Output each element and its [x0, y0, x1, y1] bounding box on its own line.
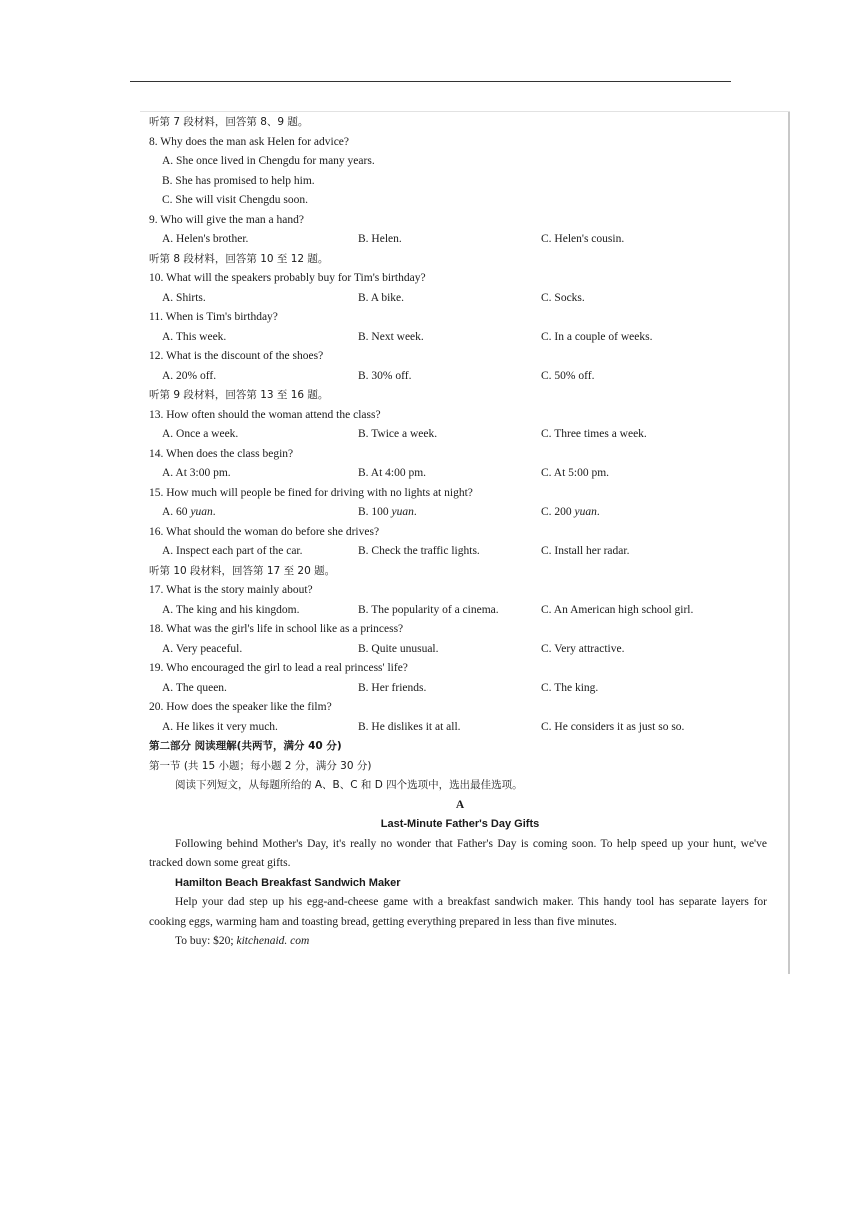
section-9-header: 听第 9 段材料，回答第 13 至 16 题。	[149, 389, 329, 401]
question-15-option-b: B. 100 yuan.	[358, 506, 417, 518]
question-13-stem: 13. How often should the woman attend the class?	[149, 408, 381, 421]
question-8-option-a: A. She once lived in Chengdu for many years.	[162, 155, 375, 167]
question-16-option-a: A. Inspect each part of the car.	[162, 545, 303, 557]
question-10-option-c: C. Socks.	[541, 291, 585, 304]
question-18-option-a: A. Very peaceful.	[162, 642, 243, 655]
question-13-option-a: A. Once a week.	[162, 428, 239, 440]
question-12-options	[149, 367, 771, 387]
question-15-stem: 15. How much will people be fined for driving with no lights at night?	[149, 486, 473, 499]
question-18-stem: 18. What was the girl's life in school like as a princess?	[149, 623, 404, 635]
header-rule	[130, 81, 731, 82]
section-8-header: 听第 8 段材料，回答第 10 至 12 题。	[149, 252, 329, 265]
question-14-option-c: C. At 5:00 pm.	[541, 467, 610, 479]
question-14-option-a: A. At 3:00 pm.	[162, 467, 231, 479]
question-20-option-a: A. He likes it very much.	[162, 720, 278, 733]
question-20-option-c: C. He considers it as just so so.	[541, 720, 685, 733]
item-1-name: Hamilton Beach Breakfast Sandwich Maker	[175, 876, 401, 889]
question-12-option-a: A. 20% off.	[162, 369, 217, 382]
question-20-option-b: B. He dislikes it at all.	[358, 720, 461, 733]
section-1-title: 第一节 (共 15 小题；每小题 2 分，满分 30 分)	[149, 759, 372, 772]
question-17-stem: 17. What is the story mainly about?	[149, 584, 313, 596]
question-11-option-c: C. In a couple of weeks.	[541, 330, 653, 343]
question-19-option-c: C. The king.	[541, 681, 599, 694]
question-16-options	[149, 542, 771, 562]
question-12-option-b: B. 30% off.	[358, 369, 412, 382]
question-16-stem: 16. What should the woman do before she drives?	[149, 525, 380, 538]
question-11-option-a: A. This week.	[162, 330, 227, 343]
scan-edge-top	[140, 111, 790, 112]
question-18-option-b: B. Quite unusual.	[358, 642, 439, 655]
question-14-options	[149, 464, 771, 484]
question-19-option-a: A. The queen.	[162, 681, 227, 694]
question-11-options	[149, 328, 771, 348]
question-10-option-b: B. A bike.	[358, 291, 405, 304]
question-16-option-c: C. Install her radar.	[541, 545, 630, 557]
question-19-option-b: B. Her friends.	[358, 681, 427, 694]
question-10-option-a: A. Shirts.	[162, 291, 206, 304]
question-17-option-c: C. An American high school girl.	[541, 603, 694, 616]
question-12-option-c: C. 50% off.	[541, 369, 595, 382]
question-9-stem: 9. Who will give the man a hand?	[149, 213, 304, 226]
question-19-stem: 19. Who encouraged the girl to lead a real princess' life?	[149, 662, 408, 674]
question-11-option-b: B. Next week.	[358, 330, 424, 343]
question-8-stem: 8. Why does the man ask Helen for advice?	[149, 135, 350, 148]
reading-instruction: 阅读下列短文，从每题所给的 A、B、C 和 D 四个选项中，选出最佳选项。	[175, 779, 523, 791]
question-10-options	[149, 289, 771, 309]
question-17-option-b: B. The popularity of a cinema.	[358, 603, 499, 616]
scan-edge-right	[788, 112, 790, 974]
question-13-option-c: C. Three times a week.	[541, 428, 647, 440]
section-7-header: 听第 7 段材料，回答第 8、9 题。	[149, 116, 309, 128]
question-8-option-c: C. She will visit Chengdu soon.	[162, 194, 308, 206]
question-9-option-c: C. Helen's cousin.	[541, 233, 625, 245]
question-18-options	[149, 640, 771, 660]
intro-paragraph: Following behind Mother's Day, it's really no wonder that Father's Day is coming soon. To help speed up your hunt, we've tracked down some great gifts.	[149, 837, 767, 869]
exam-page	[149, 113, 771, 952]
question-9-options	[149, 230, 771, 250]
question-9-option-b: B. Helen.	[358, 233, 402, 245]
question-14-option-b: B. At 4:00 pm.	[358, 467, 427, 479]
question-18-option-c: C. Very attractive.	[541, 642, 625, 655]
question-15-options	[149, 503, 771, 523]
passage-title: Last-Minute Father's Day Gifts	[380, 818, 540, 830]
question-16-option-b: B. Check the traffic lights.	[358, 545, 480, 557]
question-14-stem: 14. When does the class begin?	[149, 447, 294, 460]
question-8-option-b: B. She has promised to help him.	[162, 174, 315, 187]
question-20-options	[149, 718, 771, 738]
section-10-header: 听第 10 段材料，回答第 17 至 20 题。	[149, 564, 336, 577]
question-17-options	[149, 601, 771, 621]
question-9-option-a: A. Helen's brother.	[162, 233, 249, 245]
passage-letter: A	[455, 798, 465, 811]
question-13-options	[149, 425, 771, 445]
question-13-option-b: B. Twice a week.	[358, 428, 438, 440]
item-1-buy-line: To buy: $20; kitchenaid. com	[175, 935, 310, 947]
part-2-title: 第二部分 阅读理解(共两节，满分 40 分)	[149, 740, 342, 752]
question-10-stem: 10. What will the speakers probably buy for Tim's birthday?	[149, 272, 426, 284]
question-12-stem: 12. What is the discount of the shoes?	[149, 350, 324, 362]
question-15-option-a: A. 60 yuan.	[162, 506, 216, 518]
question-11-stem: 11. When is Tim's birthday?	[149, 311, 278, 323]
question-20-stem: 20. How does the speaker like the film?	[149, 701, 332, 713]
question-17-option-a: A. The king and his kingdom.	[162, 603, 300, 616]
question-19-options	[149, 679, 771, 699]
question-15-option-c: C. 200 yuan.	[541, 506, 600, 518]
item-1-paragraph: Help your dad step up his egg-and-cheese game with a breakfast sandwich maker. This handy tool has separate layers for cooking eggs, warming ham and toasting bread, getting everything prepared in less than five minutes.	[149, 896, 767, 928]
